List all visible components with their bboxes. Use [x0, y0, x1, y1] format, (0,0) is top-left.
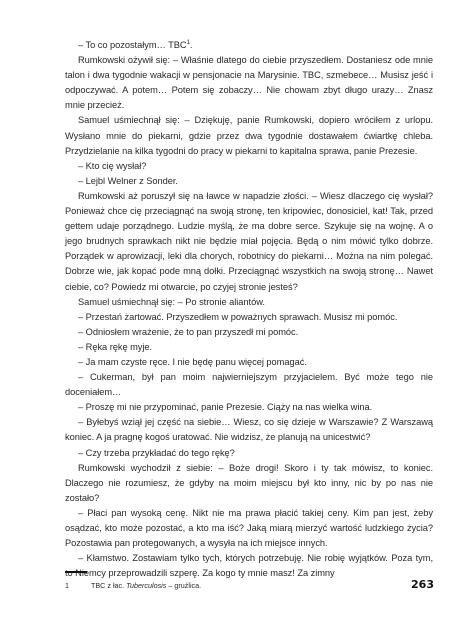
paragraph: – Przestań żartować. Przyszedłem w poważnych sprawach. Musisz mi pomóc.	[78, 311, 398, 322]
page-number: 263	[411, 578, 434, 591]
footnote-suffix: – gruźlica.	[166, 581, 202, 590]
paragraph: – Byłebyś wziął jej część na siebie… Wiesz, co się dzieje w Warszawie? Z Warszawą koniec. A ja pragnę kogoś uratować. Nie widzisz, że planują na unicestwić?	[65, 417, 433, 443]
paragraph: – Odniosłem wrażenie, że to pan przyszedł mi pomóc.	[78, 326, 299, 337]
paragraph: – Ja mam czyste ręce. I nie będę panu więcej pomagać.	[78, 356, 307, 367]
paragraph-text: – To co pozostałym… TBC	[78, 40, 187, 50]
footnote-prefix: TBC z łac.	[91, 581, 127, 590]
paragraph: – Kłamstwo. Zostawiam tylko tych, których potrzebuję. Nie robię wyjątków. Poza tym, to Niemcy przeprowadzili szperę. Za kogo ty mnie masz! Za zimny	[65, 553, 433, 579]
paragraph: – Kto cię wysłał?	[78, 160, 147, 171]
paragraph: – To co pozostałym… TBC$^1$.	[78, 39, 193, 50]
footnote-number: 1	[65, 581, 69, 590]
paragraph: – Proszę mi nie przypominać, panie Prezesie. Ciąży na nas wielka wina.	[78, 402, 373, 413]
footnote	[65, 581, 365, 591]
footnote-divider	[65, 571, 87, 573]
paragraph: – Płaci pan wysoką cenę. Nikt nie ma prawa płacić takiej ceny. Kim pan jest, żeby osądzać, kto może pozostać, a kto ma iść? Jaką miarą mierzyć wartość ludzkiego życia? Pozostawia pan protegowanych, a wysyła na ich miejsce innych.	[65, 507, 433, 549]
page-body	[65, 38, 433, 581]
paragraph: Samuel uśmiechnął się: – Po stronie aliantów.	[78, 296, 265, 307]
paragraph: Samuel uśmiechnął się: – Dziękuję, panie Rumkowski, dopiero wróciłem z urlopu. Wysłano mnie do piekarni, gdzie przez dwa tygodnie dostawałem ćwiartkę chleba. Przydzielanie na kilka tygodni do pracy w piekarni to kapitalna sprawa, panie Prezesie.	[65, 115, 433, 156]
paragraph: – Cukerman, był pan moim najwierniejszym przyjacielem. Być może tego nie doceniałem…	[65, 372, 433, 398]
paragraph: – Ręka rękę myje.	[78, 341, 153, 352]
paragraph: – Lejbl Welner z Sonder.	[78, 175, 178, 186]
paragraph: – Czy trzeba przykładać do tego rękę?	[78, 447, 235, 458]
paragraph: Rumkowski aż poruszył się na ławce w napadzie złości. – Wiesz dlaczego cię wysłał? Ponieważ chce cię przeciągnąć na swoją stronę, ten kripowiec, donosiciel, kat! Tak, przed gettem udaje porządnego. Ludzie myślą, że ma dobre serce. Szykuje się na wojnę. A o jego brudnych sprawkach nikt nie będzie miał pojęcia. Będą o nim mówić tylko dobrze. Porządek w aprowizacji, leki dla chorych, robotnicy do piekarni… Można na nim polegać. Dobrze wie, jak kopać pode mną dołki. Przeciągnąć wszystkich na swoją stronę… Nawet ciebie, co? Powiedz mi otwarcie, po czyjej stronie jesteś?	[65, 190, 433, 292]
paragraph: Rumkowski ożywił się: – Właśnie dlatego do ciebie przyszedłem. Dostaniesz ode mnie talon i dwa tygodnie wakacji w pensjonacie na Marysinie. TBC, szmebece… Musisz jeść i odpoczywać. A potem… Potem się zobaczy… Nie chowam zbyt długo urazy… Znasz mnie przecież.	[65, 55, 433, 111]
footnote-term: Tuberculosis	[126, 581, 167, 590]
paragraph: Rumkowski wychodził z siebie: – Boże drogi! Skoro i ty tak mówisz, to koniec. Dlaczego nie rozumiesz, że gdyby na moim miejscu był kto inny, nic by po nas nie zostało?	[65, 462, 433, 503]
footnote-marker: 1	[186, 39, 190, 46]
